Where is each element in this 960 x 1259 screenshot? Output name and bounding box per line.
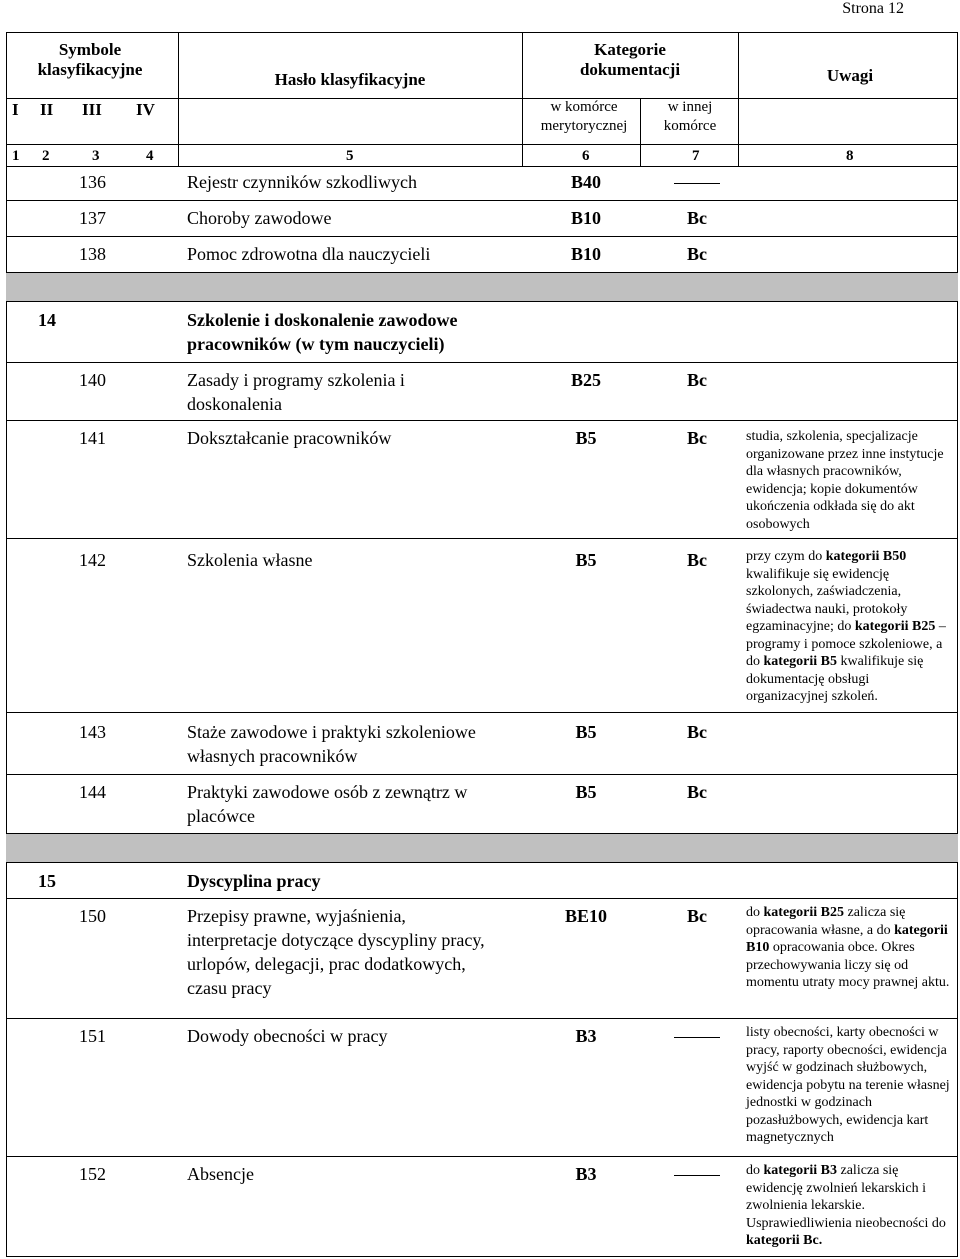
col-number: 8 [846, 148, 854, 164]
symbol-143: 143 [79, 722, 106, 742]
category-150: BE10 [564, 906, 607, 926]
header-divider-3 [6, 166, 958, 167]
header-symbole: Symbole klasyfikacyjne [37, 40, 143, 79]
group-separator [6, 833, 958, 863]
row-divider [6, 1018, 958, 1019]
entry-name-142: Szkolenia własne [187, 550, 313, 570]
dash-136 [666, 172, 728, 193]
entry-name-141: Dokształcanie pracowników [187, 428, 392, 448]
symbol-144: 144 [79, 782, 106, 802]
category-141: B5 [575, 428, 597, 448]
header-inna: w innej komórce [663, 99, 717, 134]
remark-141: studia, szkolenia, specjalizacje organizowane przez inne instytucje dla własnych pracowników, ewidencja; kopie dokumentów ukończenia odkłada się do akt osobowych [746, 429, 944, 532]
row-divider [6, 362, 958, 363]
col-number: 4 [146, 148, 154, 164]
group-symbol-14: 14 [38, 310, 56, 330]
col-divider [640, 98, 641, 166]
row-divider [6, 236, 958, 237]
category2-143: Bc [687, 722, 707, 742]
entry-name-143: Staże zawodowe i praktyki szkoleniowe własnych pracowników [187, 722, 476, 766]
row-divider [6, 774, 958, 775]
row-divider [6, 712, 958, 713]
col-number: 3 [92, 148, 100, 164]
category2-137: Bc [687, 208, 707, 228]
entry-name-152: Absencje [187, 1164, 254, 1184]
entry-name-137: Choroby zawodowe [187, 208, 332, 228]
row-divider [6, 1156, 958, 1157]
group-name-15: Dyscyplina pracy [187, 871, 321, 891]
row-divider [6, 420, 958, 421]
header-merytoryczna: w komórce merytorycznej [540, 99, 628, 134]
symbol-136: 136 [79, 172, 106, 192]
entry-name-144: Praktyki zawodowe osób z zewnątrz w placówce [187, 782, 468, 826]
entry-name-136: Rejestr czynników szkodliwych [187, 172, 417, 192]
symbol-138: 138 [79, 244, 106, 264]
category-136: B40 [570, 172, 601, 192]
remark-142: przy czym do kategorii B50 kwalifikuje się ewidencję szkolonych, zaświadczenia, świadectwa nauki, protokoły egzaminacyjne; do kategorii B25 – programy i pomoce szkoleniowe, a do kategorii B5 kwalifikuje się dokumentację obsługi organizacyjnej szkoleń. [746, 549, 946, 704]
row-divider [6, 200, 958, 201]
level-IV: IV [136, 100, 155, 119]
col-number: 7 [692, 148, 700, 164]
symbol-137: 137 [79, 208, 106, 228]
page-number: Strona 12 [842, 0, 904, 17]
category-137: B10 [570, 208, 601, 228]
symbol-152: 152 [79, 1164, 106, 1184]
remark-151: listy obecności, karty obecności w pracy, raporty obecności, ewidencja wyjść w godzinach służbowych, ewidencja pobytu na terenie własnej jednostki w godzinach pozasłużbowych, ewidencja kart magnetycznych [746, 1025, 950, 1145]
header-kategorie: Kategorie dokumentacji [579, 40, 681, 79]
category-152: B3 [575, 1164, 597, 1184]
entry-name-150: Przepisy prawne, wyjaśnienia, interpretacje dotyczące dyscypliny pracy, urlopów, delegacji, prac dodatkowych, czasu pracy [187, 906, 485, 998]
remark-150: do kategorii B25 zalicza się opracowania własne, a do kategorii B10 opracowania obce. Okres przechowywania liczy się od momentu utraty mocy prawnej aktu. [746, 905, 950, 990]
category2-141: Bc [687, 428, 707, 448]
col-number: 1 [12, 148, 20, 164]
category2-138: Bc [687, 244, 707, 264]
group-separator [6, 272, 958, 302]
symbol-141: 141 [79, 428, 106, 448]
level-I: I [12, 100, 19, 119]
row-divider [6, 538, 958, 539]
header-divider [6, 98, 958, 99]
col-number: 5 [346, 148, 354, 164]
symbol-150: 150 [79, 906, 106, 926]
symbol-140: 140 [79, 370, 106, 390]
entry-name-151: Dowody obecności w pracy [187, 1026, 388, 1046]
category-143: B5 [575, 722, 597, 742]
category2-142: Bc [687, 550, 707, 570]
symbol-151: 151 [79, 1026, 106, 1046]
category-138: B10 [570, 244, 601, 264]
category-140: B25 [570, 370, 601, 390]
category-144: B5 [575, 782, 597, 802]
dash-151 [666, 1026, 728, 1047]
row-divider [6, 898, 958, 899]
col-divider [178, 32, 179, 166]
col-divider [738, 32, 739, 166]
entry-name-140: Zasady i programy szkolenia i doskonalenia [187, 370, 405, 414]
group-symbol-15: 15 [38, 871, 56, 891]
level-III: III [82, 100, 102, 119]
dash-152 [666, 1164, 728, 1185]
col-number: 2 [42, 148, 50, 164]
symbol-142: 142 [79, 550, 106, 570]
category2-144: Bc [687, 782, 707, 802]
col-divider [522, 32, 523, 166]
category-151: B3 [575, 1026, 597, 1046]
header-uwagi: Uwagi [826, 66, 874, 85]
entry-name-138: Pomoc zdrowotna dla nauczycieli [187, 244, 431, 264]
header-haslo: Hasło klasyfikacyjne [274, 70, 426, 89]
col-number: 6 [582, 148, 590, 164]
group-name-14: Szkolenie i doskonalenie zawodowe pracowników (w tym nauczycieli) [187, 310, 458, 354]
level-II: II [40, 100, 54, 119]
header-divider-2 [6, 144, 958, 145]
category-142: B5 [575, 550, 597, 570]
remark-152: do kategorii B3 zalicza się ewidencję zwolnień lekarskich i zwolnienia lekarskie. Usprawiedliwienia nieobecności do kategorii Bc. [746, 1163, 946, 1248]
category2-140: Bc [687, 370, 707, 390]
category2-150: Bc [687, 906, 707, 926]
